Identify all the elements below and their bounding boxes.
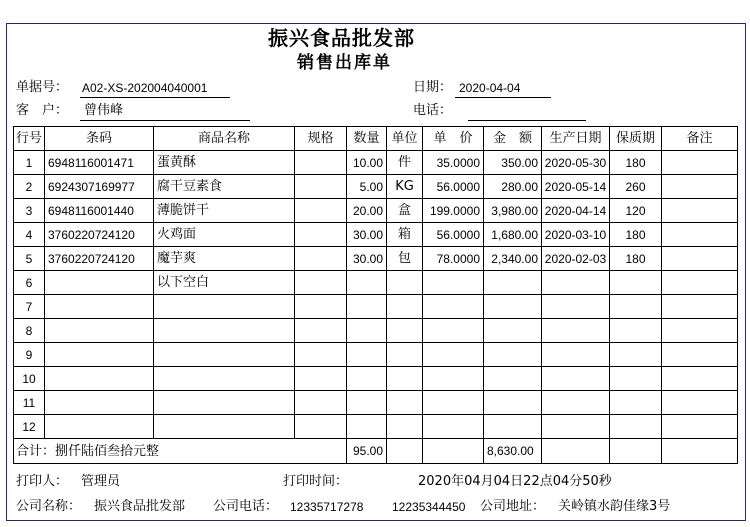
table-row [14, 199, 738, 223]
col-header-mfg-date: 生产日期 [542, 127, 610, 151]
qty-cell [347, 295, 387, 319]
product-name-cell: 蛋黄酥 [154, 151, 295, 175]
shelf-life-cell [610, 415, 662, 439]
spec-cell [295, 247, 347, 271]
shelf-life-cell [610, 391, 662, 415]
note-cell [662, 343, 738, 367]
table-row [14, 343, 738, 367]
row-no-cell: 9 [14, 343, 45, 367]
product-name-cell: 腐干豆素食 [154, 175, 295, 199]
product-name-cell [154, 343, 295, 367]
row-no-cell: 11 [14, 391, 45, 415]
amount-cell: 350.00 [484, 151, 542, 175]
note-cell [662, 247, 738, 271]
table-row [14, 415, 738, 439]
mfg-date-cell: 2020-05-30 [542, 151, 610, 175]
unit-cell: 盒 [387, 199, 423, 223]
print-time-value: 2020年04月04日22点04分50秒 [418, 474, 612, 489]
price-cell [423, 295, 484, 319]
price-cell [423, 271, 484, 295]
table-row [14, 247, 738, 271]
mfg-date-cell [542, 295, 610, 319]
col-header-product-name: 商品名称 [154, 127, 295, 151]
product-name-cell [154, 367, 295, 391]
items-table [13, 126, 738, 464]
shelf-life-cell: 260 [610, 175, 662, 199]
barcode-cell: 6924307169977 [45, 175, 154, 199]
row-no-cell: 6 [14, 271, 45, 295]
shelf-life-cell [610, 271, 662, 295]
shelf-life-cell: 180 [610, 223, 662, 247]
barcode-cell [45, 343, 154, 367]
note-cell [662, 415, 738, 439]
note-cell [662, 391, 738, 415]
price-cell: 35.0000 [423, 151, 484, 175]
total-unit-cell [387, 439, 423, 464]
company-name-value: 振兴食品批发部 [94, 499, 186, 514]
price-cell: 56.0000 [423, 223, 484, 247]
barcode-cell [45, 367, 154, 391]
col-header-note: 备注 [662, 127, 738, 151]
total-mfg-cell [542, 439, 610, 464]
price-cell: 78.0000 [423, 247, 484, 271]
amount-cell [484, 319, 542, 343]
customer-label: 客 户： [16, 103, 69, 118]
product-name-cell [154, 319, 295, 343]
note-cell [662, 271, 738, 295]
phone-label: 电话： [413, 103, 453, 118]
printer-label: 打印人： [16, 474, 69, 489]
total-note-cell [662, 439, 738, 464]
mfg-date-cell [542, 391, 610, 415]
note-cell [662, 367, 738, 391]
qty-cell [347, 367, 387, 391]
row-no-cell: 8 [14, 319, 45, 343]
total-shelf-cell [610, 439, 662, 464]
qty-cell [347, 343, 387, 367]
row-no-cell: 5 [14, 247, 45, 271]
barcode-cell: 3760220724120 [45, 247, 154, 271]
amount-cell: 1,680.00 [484, 223, 542, 247]
spec-cell [295, 367, 347, 391]
barcode-cell: 6948116001440 [45, 199, 154, 223]
col-header-unit: 单位 [387, 127, 423, 151]
price-cell [423, 367, 484, 391]
table-row [14, 391, 738, 415]
spec-cell [295, 175, 347, 199]
qty-cell: 30.00 [347, 223, 387, 247]
barcode-cell [45, 415, 154, 439]
col-header-price: 单 价 [423, 127, 484, 151]
spec-cell [295, 391, 347, 415]
product-name-cell [154, 391, 295, 415]
print-time-label: 打印时间： [283, 474, 349, 489]
shelf-life-cell [610, 367, 662, 391]
row-no-cell: 1 [14, 151, 45, 175]
barcode-cell [45, 295, 154, 319]
company-title: 振兴食品批发部 [268, 26, 415, 50]
total-price-cell [423, 439, 484, 464]
table-header-row [14, 127, 738, 151]
qty-cell [347, 271, 387, 295]
note-cell [662, 295, 738, 319]
price-cell [423, 319, 484, 343]
total-amount: 8,630.00 [484, 439, 542, 464]
table-row [14, 295, 738, 319]
spec-cell [295, 199, 347, 223]
total-amount-in-words: 合计：捌仟陆佰叁拾元整 [14, 439, 347, 464]
customer-underline [80, 120, 250, 121]
company-phone-1: 12335717278 [290, 500, 364, 514]
table-row [14, 271, 738, 295]
shelf-life-cell [610, 343, 662, 367]
qty-cell: 30.00 [347, 247, 387, 271]
qty-cell [347, 415, 387, 439]
shelf-life-cell: 180 [610, 151, 662, 175]
mfg-date-cell: 2020-02-03 [542, 247, 610, 271]
unit-cell [387, 367, 423, 391]
barcode-cell: 3760220724120 [45, 223, 154, 247]
product-name-cell: 魔芋爽 [154, 247, 295, 271]
note-cell [662, 175, 738, 199]
col-header-shelf-life: 保质期 [610, 127, 662, 151]
spec-cell [295, 295, 347, 319]
product-name-cell [154, 295, 295, 319]
col-header-spec: 规格 [295, 127, 347, 151]
row-no-cell: 3 [14, 199, 45, 223]
company-phone-2: 12235344450 [392, 500, 466, 514]
spec-cell [295, 271, 347, 295]
doc-no-underline [80, 97, 230, 98]
shelf-life-cell [610, 295, 662, 319]
amount-cell: 3,980.00 [484, 199, 542, 223]
amount-cell [484, 343, 542, 367]
row-no-cell: 4 [14, 223, 45, 247]
date-label: 日期： [413, 80, 453, 95]
note-cell [662, 319, 738, 343]
note-cell [662, 151, 738, 175]
company-address-value: 关岭镇水韵佳缘3号 [558, 499, 671, 514]
col-header-barcode: 条码 [45, 127, 154, 151]
product-name-cell: 薄脆饼干 [154, 199, 295, 223]
mfg-date-cell: 2020-05-14 [542, 175, 610, 199]
company-phone-label: 公司电话： [213, 499, 279, 514]
product-name-cell: 以下空白 [154, 271, 295, 295]
table-row [14, 319, 738, 343]
amount-cell [484, 391, 542, 415]
table-row [14, 151, 738, 175]
company-name-label: 公司名称： [16, 499, 82, 514]
document-title: 销售出库单 [297, 53, 392, 73]
table-row [14, 175, 738, 199]
spec-cell [295, 223, 347, 247]
product-name-cell [154, 415, 295, 439]
unit-cell [387, 295, 423, 319]
mfg-date-cell [542, 319, 610, 343]
doc-no-label: 单据号： [16, 80, 69, 95]
spec-cell [295, 151, 347, 175]
price-cell [423, 343, 484, 367]
unit-cell [387, 343, 423, 367]
amount-cell [484, 415, 542, 439]
barcode-cell: 6948116001471 [45, 151, 154, 175]
table-row [14, 367, 738, 391]
unit-cell: 件 [387, 151, 423, 175]
total-row [14, 439, 738, 464]
barcode-cell [45, 271, 154, 295]
row-no-cell: 12 [14, 415, 45, 439]
col-header-amount: 金 额 [484, 127, 542, 151]
unit-cell: 包 [387, 247, 423, 271]
spec-cell [295, 319, 347, 343]
qty-cell: 10.00 [347, 151, 387, 175]
amount-cell [484, 367, 542, 391]
unit-cell [387, 271, 423, 295]
spec-cell [295, 415, 347, 439]
qty-cell: 20.00 [347, 199, 387, 223]
shelf-life-cell: 120 [610, 199, 662, 223]
barcode-cell [45, 391, 154, 415]
row-no-cell: 2 [14, 175, 45, 199]
col-header-row-no: 行号 [14, 127, 45, 151]
price-cell: 56.0000 [423, 175, 484, 199]
price-cell: 199.0000 [423, 199, 484, 223]
doc-no-value: A02-XS-202004040001 [82, 81, 208, 95]
product-name-cell: 火鸡面 [154, 223, 295, 247]
qty-cell: 5.00 [347, 175, 387, 199]
date-value: 2020-04-04 [459, 81, 521, 95]
qty-cell [347, 391, 387, 415]
unit-cell: KG [387, 175, 423, 199]
shelf-life-cell [610, 319, 662, 343]
unit-cell: 箱 [387, 223, 423, 247]
date-underline [455, 97, 551, 98]
mfg-date-cell: 2020-03-10 [542, 223, 610, 247]
phone-underline [468, 120, 586, 121]
amount-cell [484, 295, 542, 319]
unit-cell [387, 319, 423, 343]
mfg-date-cell: 2020-04-14 [542, 199, 610, 223]
note-cell [662, 223, 738, 247]
qty-cell [347, 319, 387, 343]
printer-value: 管理员 [81, 474, 121, 489]
amount-cell: 2,340.00 [484, 247, 542, 271]
note-cell [662, 199, 738, 223]
unit-cell [387, 391, 423, 415]
customer-value: 曾伟峰 [84, 103, 124, 118]
table-row [14, 223, 738, 247]
amount-cell [484, 271, 542, 295]
shelf-life-cell: 180 [610, 247, 662, 271]
price-cell [423, 415, 484, 439]
company-address-label: 公司地址： [480, 499, 546, 514]
total-qty: 95.00 [347, 439, 387, 464]
col-header-qty: 数量 [347, 127, 387, 151]
spec-cell [295, 343, 347, 367]
unit-cell [387, 415, 423, 439]
mfg-date-cell [542, 271, 610, 295]
mfg-date-cell [542, 415, 610, 439]
row-no-cell: 10 [14, 367, 45, 391]
mfg-date-cell [542, 343, 610, 367]
barcode-cell [45, 319, 154, 343]
mfg-date-cell [542, 367, 610, 391]
row-no-cell: 7 [14, 295, 45, 319]
price-cell [423, 391, 484, 415]
amount-cell: 280.00 [484, 175, 542, 199]
